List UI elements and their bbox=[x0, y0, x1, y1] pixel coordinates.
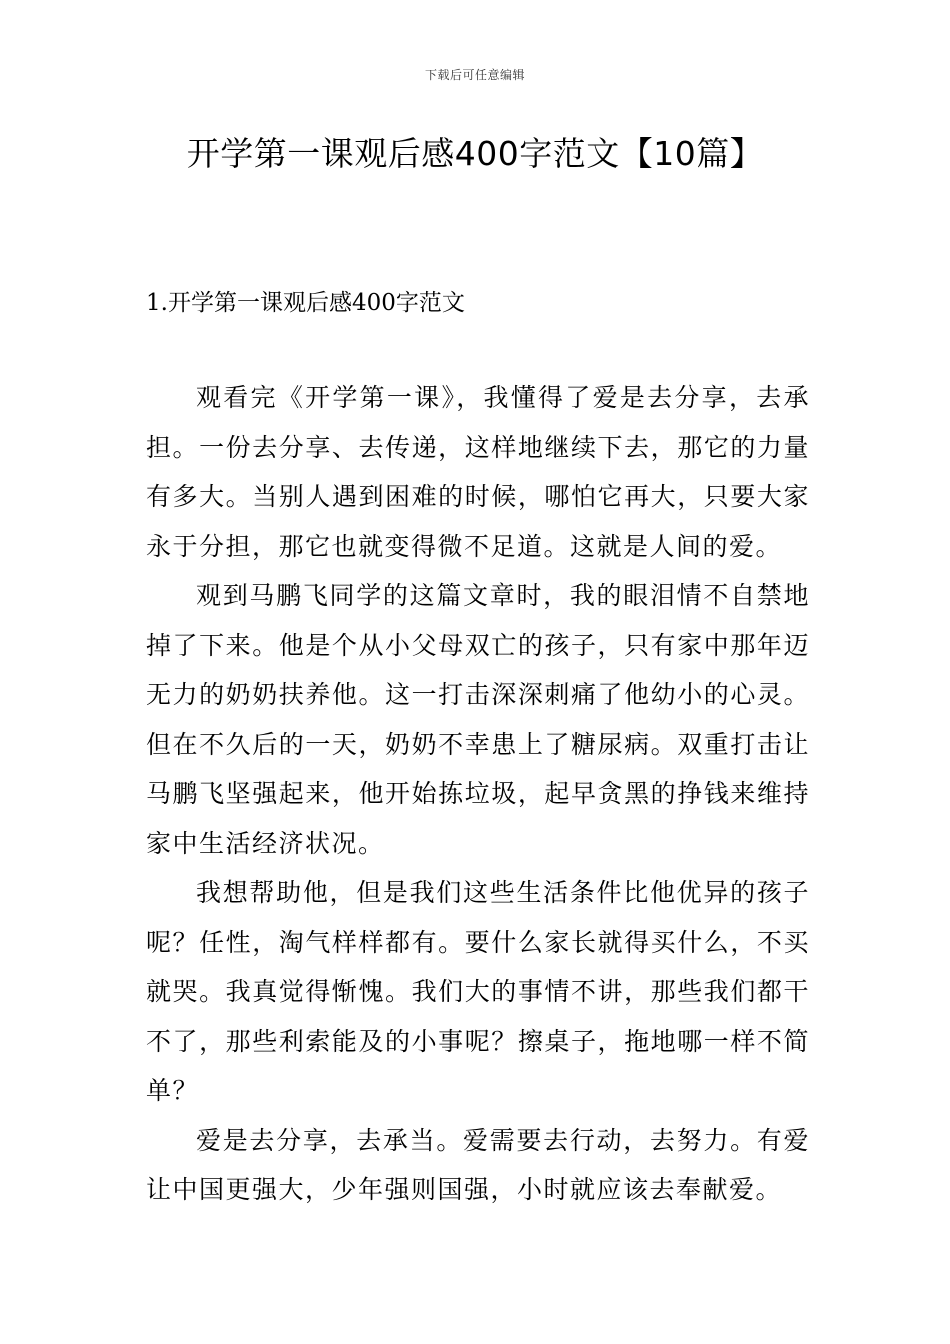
section-heading: 1.开学第一课观后感400字范文 bbox=[146, 290, 465, 316]
paragraph-4: 爱是去分享，去承当。爱需要去行动，去努力。有爱让中国更强大，少年强则国强，小时就应该去奉献爱。 bbox=[146, 1125, 810, 1204]
body-text bbox=[146, 373, 810, 1215]
paragraph-2: 观到马鹏飞同学的这篇文章时，我的眼泪情不自禁地掉了下来。他是个从小父母双亡的孩子，只有家中那年迈无力的奶奶扶养他。这一打击深深刺痛了他幼小的心灵。但在不久后的一天，奶奶不幸患上了糖尿病。双重打击让马鹏飞坚强起来，他开始拣垃圾，起早贪黑的挣钱来维持家中生活经济状况。 bbox=[146, 581, 810, 858]
paragraph-3: 我想帮助他，但是我们这些生活条件比他优异的孩子呢？任性，淘气样样都有。要什么家长就得买什么，不买就哭。我真觉得惭愧。我们大的事情不讲，那些我们都干不了，那些利索能及的小事呢？擦桌子，拖地哪一样不简单？ bbox=[146, 878, 810, 1105]
paragraph-1: 观看完《开学第一课》，我懂得了爱是去分享，去承担。一份去分享、去传递，这样地继续下去，那它的力量有多大。当别人遇到困难的时候，哪怕它再大，只要大家永于分担，那它也就变得微不足道。这就是人间的爱。 bbox=[146, 383, 810, 561]
header-note: 下载后可任意编辑 bbox=[424, 68, 525, 82]
document-title: 开学第一课观后感400字范文【10篇】 bbox=[186, 134, 764, 173]
